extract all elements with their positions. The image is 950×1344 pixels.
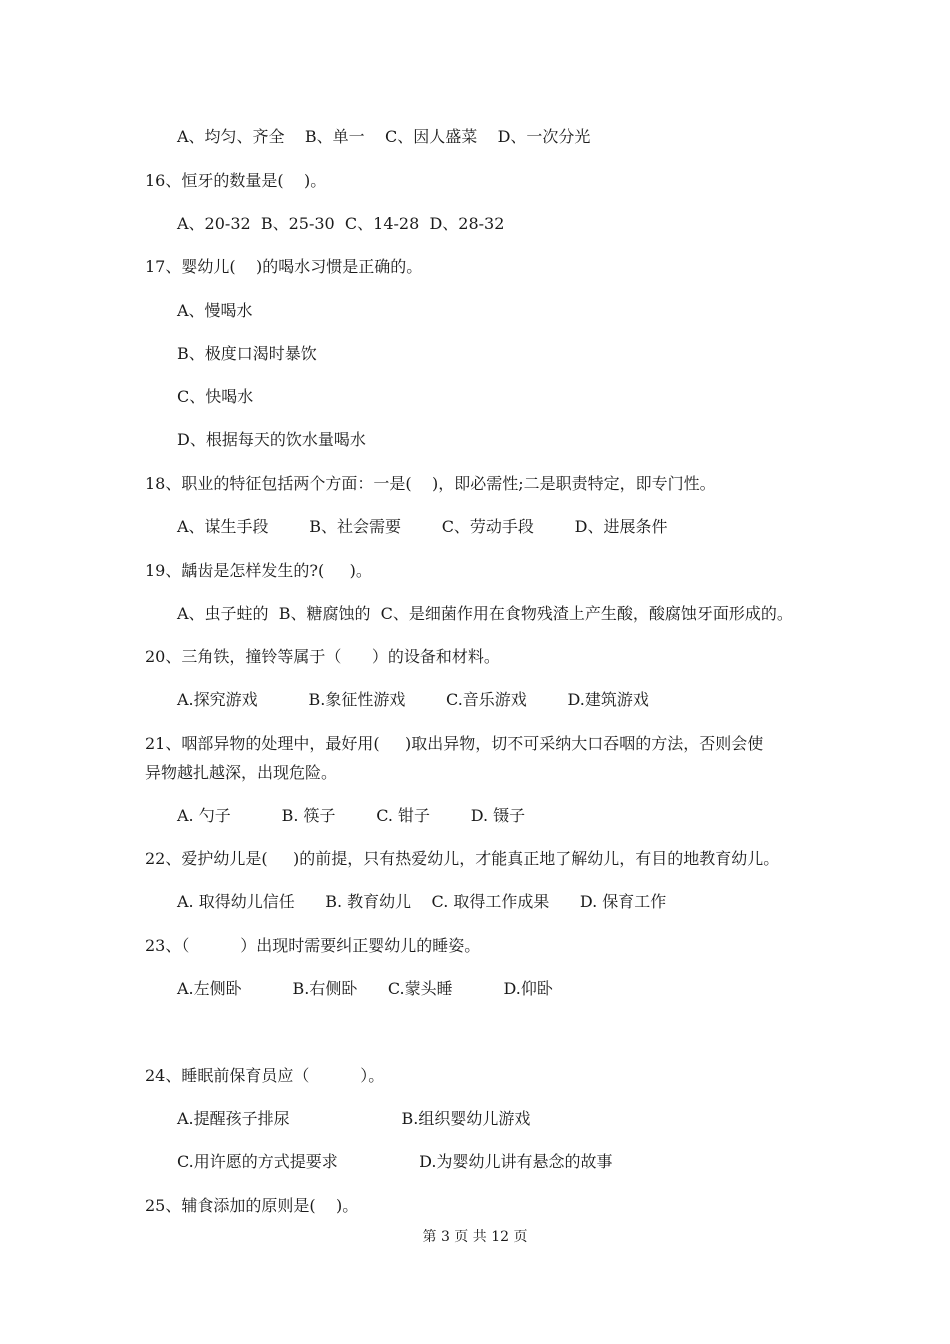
q19-options: A、虫子蛀的 B、糖腐蚀的 C、是细菌作用在食物残渣上产生酸，酸腐蚀牙面形成的。 [177,604,793,623]
question-21-continued: 异物越扎越深，出现危险。 [145,763,338,782]
q17-option-d: D、根据每天的饮水量喝水 [177,430,366,449]
q23-options: A.左侧卧 B.右侧卧 C.蒙头睡 D.仰卧 [177,979,553,998]
q17-option-a: A、慢喝水 [177,301,253,320]
q20-options: A.探究游戏 B.象征性游戏 C.音乐游戏 D.建筑游戏 [177,690,649,709]
question-23: 23、（ ）出现时需要纠正婴幼儿的睡姿。 [145,936,481,955]
q24-options-cd: C.用许愿的方式提要求 D.为婴幼儿讲有悬念的故事 [177,1152,613,1171]
q17-option-b: B、极度口渴时暴饮 [177,344,317,363]
q21-options: A. 勺子 B. 筷子 C. 钳子 D. 镊子 [177,806,526,825]
q16-options: A、20-32 B、25-30 C、14-28 D、28-32 [177,214,505,233]
q22-options: A. 取得幼儿信任 B. 教育幼儿 C. 取得工作成果 D. 保育工作 [177,892,667,911]
question-22: 22、爱护幼儿是( )的前提，只有热爱幼儿，才能真正地了解幼儿，有目的地教育幼儿。 [145,849,780,868]
question-21: 21、咽部异物的处理中，最好用( )取出异物，切不可采纳大口吞咽的方法，否则会使 [145,734,764,753]
q15-options: A、均匀、齐全 B、单一 C、因人盛菜 D、一次分光 [177,127,591,146]
q17-option-c: C、快喝水 [177,387,254,406]
q18-options: A、谋生手段 B、社会需要 C、劳动手段 D、进展条件 [177,517,668,536]
q24-options-ab: A.提醒孩子排尿 B.组织婴幼儿游戏 [177,1109,531,1128]
question-20: 20、三角铁，撞铃等属于（ ）的设备和材料。 [145,647,500,666]
question-25: 25、辅食添加的原则是( )。 [145,1196,359,1215]
question-16: 16、恒牙的数量是( )。 [145,171,327,190]
question-17: 17、婴幼儿( )的喝水习惯是正确的。 [145,257,423,276]
question-24: 24、睡眠前保育员应（ ）。 [145,1066,385,1085]
page-number-footer: 第 3 页 共 12 页 [422,1229,528,1245]
question-18: 18、职业的特征包括两个方面：一是( )，即必需性;二是职责特定，即专门性。 [145,474,716,493]
question-19: 19、龋齿是怎样发生的?( )。 [145,561,372,580]
